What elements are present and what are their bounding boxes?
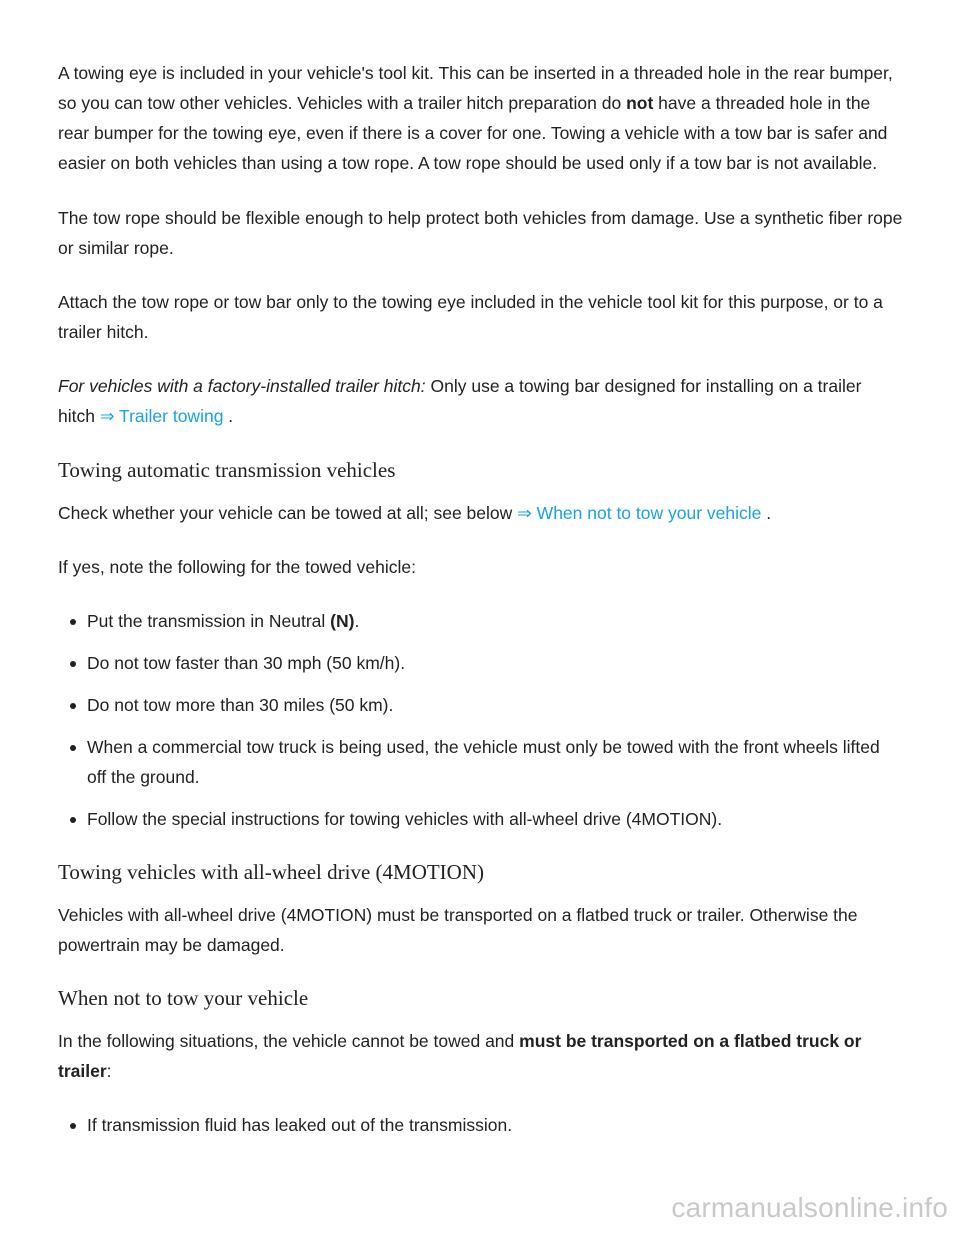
trailer-hitch-end: .	[223, 406, 234, 426]
automatic-paragraph-if-yes: If yes, note the following for the towed vehicle:	[58, 557, 416, 577]
list-item-4motion	[58, 804, 903, 834]
list-item-bold: (N)	[330, 611, 355, 631]
intro-paragraph-towing-eye	[58, 58, 903, 178]
list-item-end: .	[354, 611, 360, 631]
bullet-icon	[70, 817, 76, 823]
list-item-text: Follow the special instructions for towing vehicles with all-wheel drive (4MOTION).	[87, 809, 723, 829]
automatic-instructions-list	[58, 606, 903, 834]
heading-automatic-transmission: Towing automatic transmission vehicles	[58, 458, 396, 482]
list-item-text: Do not tow more than 30 miles (50 km).	[87, 695, 394, 715]
intro-text-not: not	[626, 93, 654, 113]
bullet-icon	[70, 745, 76, 751]
trailer-towing-link[interactable]: ⇒ Trailer towing	[99, 406, 224, 426]
list-item-text: Do not tow faster than 30 mph (50 km/h).	[87, 653, 406, 673]
list-item-tow-truck	[58, 732, 903, 792]
site-watermark: carmanualsonline.info	[671, 1192, 948, 1223]
list-item-text: Put the transmission in Neutral	[87, 611, 331, 631]
trailer-hitch-text: Only use a towing bar designed for installing on a trailer hitch	[58, 376, 862, 426]
heading-all-wheel-drive: Towing vehicles with all-wheel drive (4MOTION)	[58, 860, 484, 884]
when-not-to-tow-link[interactable]: ⇒ When not to tow your vehicle	[517, 503, 762, 523]
list-item-fluid-leak	[58, 1110, 903, 1140]
list-item-distance	[58, 690, 903, 720]
automatic-check-end: .	[761, 503, 772, 523]
trailer-hitch-italic: For vehicles with a factory-installed trailer hitch:	[58, 376, 426, 396]
not-tow-end: :	[106, 1061, 112, 1081]
list-item-neutral	[58, 606, 903, 636]
bullet-icon	[70, 619, 76, 625]
intro-paragraph-tow-rope: The tow rope should be flexible enough to help protect both vehicles from damage. Use a synthetic fiber rope or similar rope.	[58, 208, 903, 258]
heading-when-not-to-tow: When not to tow your vehicle	[58, 986, 309, 1010]
list-item-speed	[58, 648, 903, 678]
intro-paragraph-trailer-hitch	[58, 371, 903, 431]
not-tow-paragraph	[58, 1026, 903, 1086]
intro-text-a: A towing eye is included in your vehicle's tool kit. This can be inserted in a threaded hole in the rear bumper, so you can tow other vehicles. Vehicles with a trailer hitch preparation do	[58, 63, 893, 113]
not-tow-bold: must be transported on a flatbed truck or trailer	[58, 1031, 862, 1081]
not-tow-list	[58, 1110, 903, 1140]
automatic-check-text: Check whether your vehicle can be towed at all; see below	[58, 503, 518, 523]
intro-paragraph-attach: Attach the tow rope or tow bar only to the towing eye included in the vehicle tool kit for this purpose, or to a trailer hitch.	[58, 292, 883, 342]
not-tow-text: In the following situations, the vehicle cannot be towed and	[58, 1031, 520, 1051]
bullet-icon	[70, 661, 76, 667]
bullet-icon	[70, 1123, 76, 1129]
awd-paragraph: Vehicles with all-wheel drive (4MOTION) must be transported on a flatbed truck or trailer. Otherwise the powertrain may be damaged.	[58, 905, 858, 955]
automatic-paragraph-check	[58, 498, 903, 528]
manual-page	[58, 58, 903, 1152]
list-item-text: If transmission fluid has leaked out of the transmission.	[87, 1115, 513, 1135]
list-item-text: When a commercial tow truck is being used, the vehicle must only be towed with the front wheels lifted off the ground.	[87, 737, 880, 787]
bullet-icon	[70, 703, 76, 709]
intro-text-b: have a threaded hole in the rear bumper for the towing eye, even if there is a cover for one. Towing a vehicle with a tow bar is safer and easier on both vehicles than using a tow rope. A tow rope should be used only if a tow bar is not available.	[58, 93, 888, 173]
